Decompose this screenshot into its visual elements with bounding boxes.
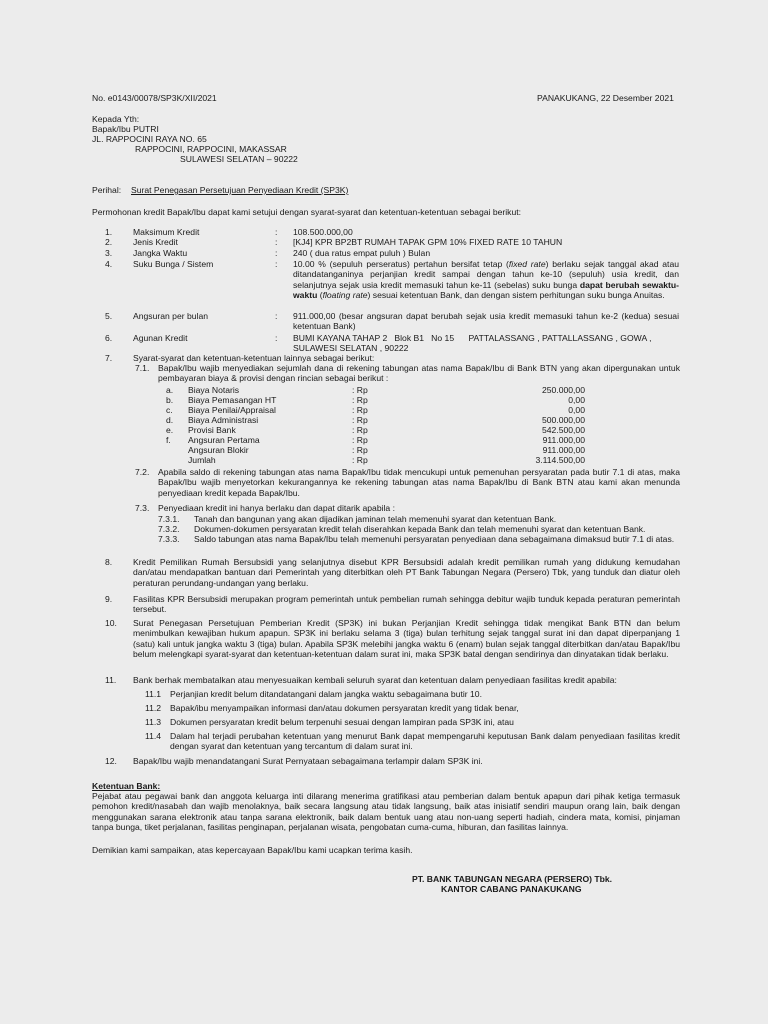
item7-3-sub-text: Saldo tabungan atas nama Bapak/Ibu telah memenuhi persyaratan penyediaan dana sebagaimana dimaksud butir 7.1 di atas. [194, 534, 675, 544]
item8-text: Kredit Pemilikan Rumah Bersubsidi yang selanjutnya disebut KPR Bersubsidi adalah kredit pemilikan rumah yang didukung kemudahan dan/atau mendapatkan bantuan dari Pemerintah yang diterbitkan oleh PT Bank Tabungan Negara (Persero) Tbk, yang tunduk dan diatur oleh peraturan perundang-undangan yang berlaku. [133, 557, 680, 588]
recipient-address-line1: JL. RAPPOCINI RAYA NO. 65 [92, 134, 207, 144]
item-number: 7. [105, 353, 113, 363]
cost-item-amount: 3.114.500,00 [535, 455, 585, 465]
cost-item-letter: f. [166, 435, 171, 445]
letter-place-date: PANAKUKANG, 22 Desember 2021 [537, 93, 674, 103]
item-number: 12. [105, 756, 117, 766]
item7-3-sub-number: 7.3.2. [158, 524, 180, 534]
cost-item-label: Biaya Administrasi [188, 415, 259, 425]
term-number: 1. [105, 227, 113, 237]
term-label: Jenis Kredit [133, 237, 178, 247]
item9-text: Fasilitas KPR Bersubsidi merupakan program pemerintah untuk pembelian rumah sehingga debitur wajib tunduk kepada peraturan pemerintah tersebut. [133, 594, 680, 615]
cost-item-label: Biaya Notaris [188, 385, 240, 395]
item-number: 10. [105, 618, 117, 628]
item11-sub-number: 11.3 [145, 717, 162, 727]
cost-item-currency: : Rp [352, 445, 368, 455]
cost-item-label: Biaya Penilai/Appraisal [188, 405, 276, 415]
term-label: Suku Bunga / Sistem [133, 259, 214, 269]
cost-item-letter: a. [166, 385, 174, 395]
cost-item-label: Jumlah [188, 455, 216, 465]
signature-bank-name: PT. BANK TABUNGAN NEGARA (PERSERO) Tbk. [412, 874, 613, 884]
term-number: 4. [105, 259, 113, 269]
recipient-salutation: Kepada Yth: [92, 114, 140, 124]
term-label: Agunan Kredit [133, 333, 188, 343]
item-number: 8. [105, 557, 113, 567]
cost-item-label: Angsuran Blokir [188, 445, 249, 455]
cost-item-currency: : Rp [352, 405, 368, 415]
item11-sub-number: 11.2 [145, 703, 162, 713]
term-colon: : [275, 259, 278, 269]
cost-item-label: Biaya Pemasangan HT [188, 395, 277, 405]
cost-item-amount: 500.000,00 [541, 415, 585, 425]
term-value-interest-rate: 10.00 % (sepuluh perseratus) pertahun bersifat tetap (fixed rate) berlaku sejak tanggal akad atau ditandatanganinya perjanjian kredit sampai dengan tahun ke-10 (sepuluh) usia kredit, dan selanjutnya sejak usia kredit memasuki tahun ke-11 (sebelas) suku bunga dapat berubah sewaktu-waktu (floating rate) sesuai ketentuan Bank, dan dengan sistem perhitungan suku bunga Anuitas. [293, 259, 680, 301]
term-colon: : [275, 248, 278, 258]
term-colon: : [275, 227, 278, 237]
term-value-max-credit: 108.500.000,00 [293, 227, 353, 237]
item11-sub-text: Perjanjian kredit belum ditandatangani dalam jangka waktu sebagaimana butir 10. [170, 689, 482, 699]
item7-3-sub-number: 7.3.1. [158, 514, 180, 524]
item12-text: Bapak/Ibu wajib menandatangani Surat Pernyataan sebagaimana terlampir dalam SP3K ini. [133, 756, 483, 766]
term-number: 2. [105, 237, 113, 247]
cost-item-currency: : Rp [352, 415, 368, 425]
recipient-address-line3: SULAWESI SELATAN – 90222 [180, 154, 298, 164]
cost-item-currency: : Rp [352, 425, 368, 435]
cost-item-letter: e. [166, 425, 174, 435]
item11-text: Bank berhak membatalkan atau menyesuaikan kembali seluruh syarat dan ketentuan dalam penyediaan fasilitas kredit apabila: [133, 675, 617, 685]
item7-3-sub-number: 7.3.3. [158, 534, 180, 544]
cost-item-amount: 0,00 [568, 395, 585, 405]
item11-sub-text: Dalam hal terjadi perubahan ketentuan yang menurut Bank dapat mempengaruhi keputusan Bank dalam penyediaan fasilitas kredit dengan syarat dan ketentuan yang tercantum di dalam surat ini. [170, 731, 680, 752]
recipient-address-line2: RAPPOCINI, RAPPOCINI, MAKASSAR [135, 144, 287, 154]
cost-item-amount: 911.000,00 [542, 445, 585, 455]
item-number: 11. [105, 675, 117, 685]
term-label: Maksimum Kredit [133, 227, 200, 237]
subject-text: Surat Penegasan Persetujuan Penyediaan Kredit (SP3K) [131, 185, 349, 195]
item7-3-number: 7.3. [135, 503, 150, 513]
item7-3-text: Penyediaan kredit ini hanya berlaku dan dapat ditarik apabila : [158, 503, 395, 513]
term-label: Jangka Waktu [133, 248, 188, 258]
cost-item-letter: d. [166, 415, 174, 425]
term-colon: : [275, 237, 278, 247]
cost-item-label: Angsuran Pertama [188, 435, 260, 445]
item-number: 9. [105, 594, 113, 604]
item7-3-sub-text: Dokumen-dokumen persyaratan kredit telah diserahkan kepada Bank dan telah memenuhi syarat dan ketentuan Bank. [194, 524, 646, 534]
item11-sub-text: Dokumen persyaratan kredit belum terpenuhi sesuai dengan lampiran pada SP3K ini, atau [170, 717, 514, 727]
term-colon: : [275, 333, 278, 343]
item7-1-text: Bapak/Ibu wajib menyediakan sejumlah dana di rekening tabungan atas nama Bapak/Ibu di Bank BTN yang akan dipergunakan untuk pembayaran biaya & provisi dengan rincian sebagai berikut : [158, 363, 680, 384]
cost-item-amount: 911.000,00 [542, 435, 585, 445]
cost-item-letter: b. [166, 395, 174, 405]
item7-1-number: 7.1. [135, 363, 150, 373]
term-value-collateral: BUMI KAYANA TAHAP 2 Blok B1 No 15 PATTALASSANG , PATTALLASSANG , GOWA , SULAWESI SELATAN , 90222 [293, 333, 654, 354]
item7-3-sub-text: Tanah dan bangunan yang akan dijadikan jaminan telah memenuhi syarat dan ketentuan Bank. [194, 514, 557, 524]
bank-provisions-text: Pejabat atau pegawai bank dan anggota keluarga inti dilarang menerima gratifikasi atau pemberian dalam bentuk apapun dari pihak ketiga termasuk pemohon kredit/nasabah dan wajib menolaknya, baik secara langsung atau tidak langsung, baik atas inisiatif sendiri maupun orang lain, baik dengan menggunakan sarana elektronik atau tanpa sarana elektronik, baik dalam bentuk uang atau non-uang seperti hadiah, cindera mata, komisi, pinjaman tanpa bunga, tiket perjalanan, fasilitas penginapan, perjalanan wisata, pengobatan cuma-cuma, hiburan, dan fasilitas lainnya. [92, 791, 680, 833]
term-number: 5. [105, 311, 113, 321]
term-colon: : [275, 311, 278, 321]
intro-paragraph: Permohonan kredit Bapak/Ibu dapat kami setujui dengan syarat-syarat dan ketentuan-ketentuan sebagai berikut: [92, 207, 522, 217]
item7-2-text: Apabila saldo di rekening tabungan atas nama Bapak/Ibu tidak mencukupi untuk pemenuhan persyaratan pada butir 7.1 di atas, maka Bapak/Ibu wajib menyetorkan kekurangannya ke rekening tabungan atas nama Bapak/Ibu di Bank BTN atau kami akan menunda penyediaan kredit kepada Bapak/Ibu. [158, 467, 680, 498]
term-number: 6. [105, 333, 113, 343]
cost-item-amount: 542.500,00 [541, 425, 585, 435]
item7-2-number: 7.2. [135, 467, 150, 477]
recipient-name: Bapak/Ibu PUTRI [92, 124, 159, 134]
cost-item-currency: : Rp [352, 455, 368, 465]
cost-item-currency: : Rp [352, 385, 368, 395]
subject-label: Perihal: [92, 185, 122, 195]
cost-item-currency: : Rp [352, 435, 368, 445]
cost-item-label: Provisi Bank [188, 425, 236, 435]
term-number: 3. [105, 248, 113, 258]
bank-provisions-title: Ketentuan Bank: [92, 781, 161, 791]
term-value-tenor: 240 ( dua ratus empat puluh ) Bulan [293, 248, 431, 258]
term-label: Angsuran per bulan [133, 311, 209, 321]
signature-branch-name: KANTOR CABANG PANAKUKANG [441, 884, 582, 894]
item11-sub-text: Bapak/ibu menyampaikan informasi dan/atau dokumen persyaratan kredit yang tidak benar, [170, 703, 519, 713]
item10-text: Surat Penegasan Persetujuan Pemberian Kredit (SP3K) ini bukan Perjanjian Kredit sehingga tidak mengikat Bank BTN dan belum menimbulkan kewajiban hukum apapun. SP3K ini berlaku selama 3 (tiga) bulan terhitung sejak tanggal surat ini dan dapat diperpanjang 1 (satu) kali untuk jangka waktu 3 (tiga) bulan. Apabila SP3K melebihi jangka waktu 6 (enam) bulan sejak tanggal diterbitkan dan/atau Bapak/Ibu belum melengkapi syarat-syarat dan ketentuan-ketentuan dalam surat ini, maka SP3K batal dengan sendirinya dan dinyatakan tidak berlaku. [133, 618, 680, 660]
term-value-installment: 911.000,00 (besar angsuran dapat berubah sejak usia kredit memasuki tahun ke-2 (kedua) sesuai ketentuan Bank) [293, 311, 679, 332]
cost-item-currency: : Rp [352, 395, 368, 405]
closing-sentence: Demikian kami sampaikan, atas kepercayaan Bapak/Ibu kami ucapkan terima kasih. [92, 845, 413, 855]
term-value-credit-type: [KJ4] KPR BP2BT RUMAH TAPAK GPM 10% FIXED RATE 10 TAHUN [293, 237, 563, 247]
cost-item-letter: c. [166, 405, 173, 415]
item7-title: Syarat-syarat dan ketentuan-ketentuan lainnya sebagai berikut: [133, 353, 375, 363]
cost-item-amount: 250.000,00 [541, 385, 585, 395]
item11-sub-number: 11.1 [145, 689, 162, 699]
cost-item-amount: 0,00 [568, 405, 585, 415]
item11-sub-number: 11.4 [145, 731, 162, 741]
letter-number: No. e0143/00078/SP3K/XII/2021 [92, 93, 217, 103]
